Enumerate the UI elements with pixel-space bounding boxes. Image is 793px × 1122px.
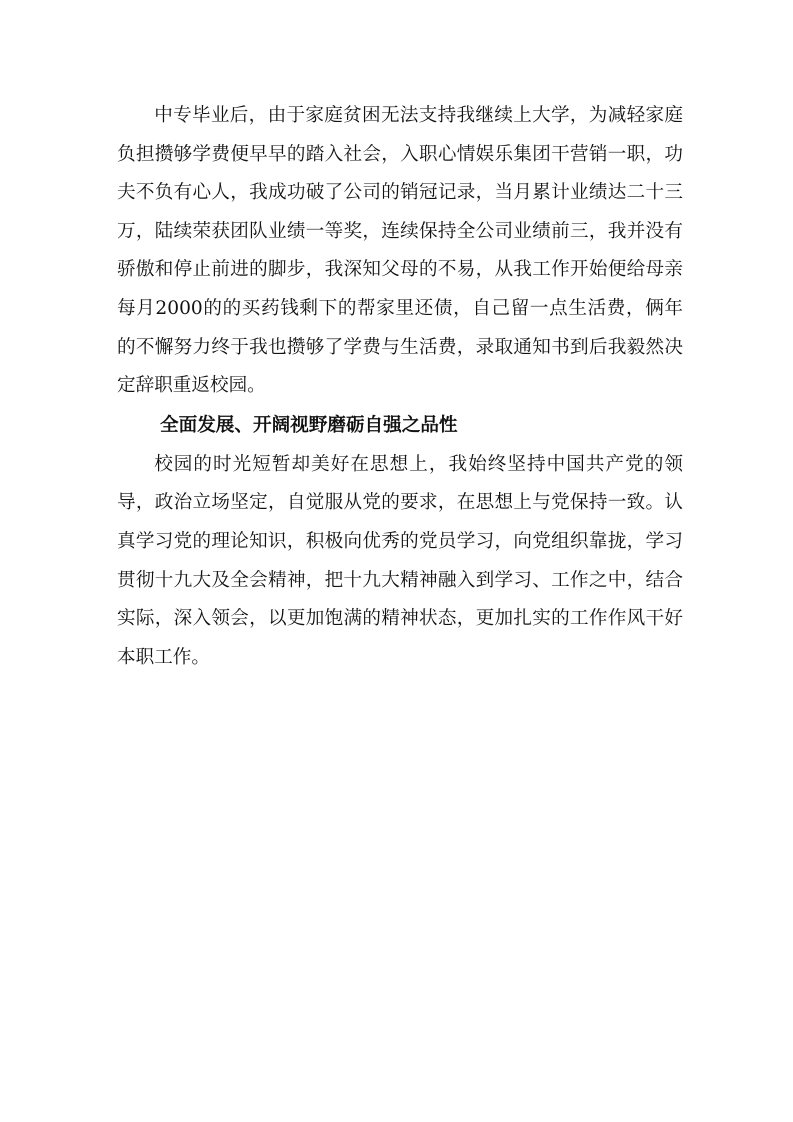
paragraph-campus-life: 校园的时光短暂却美好在思想上，我始终坚持中国共产党的领导，政治立场坚定，自觉服从党的要求，在思想上与党保持一致。认真学习党的理论知识，积极向优秀的党员学习，向党组织靠拢，学习贯彻十九大及全会精神，把十九大精神融入到学习、工作之中，结合实际，深入领会，以更加饱满的精神状态，更加扎实的工作作风干好本职工作。 [117, 453, 683, 668]
section-heading: 全面发展、开阔视野磨砺自强之品性 [160, 414, 458, 436]
paragraph-work-experience: 中专毕业后，由于家庭贫困无法支持我继续上大学，为减轻家庭负担攒够学费便早早的踏入社会，入职心情娱乐集团干营销一职，功夫不负有心人，我成功破了公司的销冠记录，当月累计业绩达二十三万，陆续荣获团队业绩一等奖，连续保持全公司业绩前三，我并没有骄傲和停止前进的脚步，我深知父母的不易，从我工作开始便给母亲每月2000的的买药钱剩下的帮家里还债，自己留一点生活费，俩年的不懈努力终于我也攒够了学费与生活费，录取通知书到后我毅然决定辞职重返校园。 [117, 105, 683, 397]
document-body [117, 97, 683, 677]
